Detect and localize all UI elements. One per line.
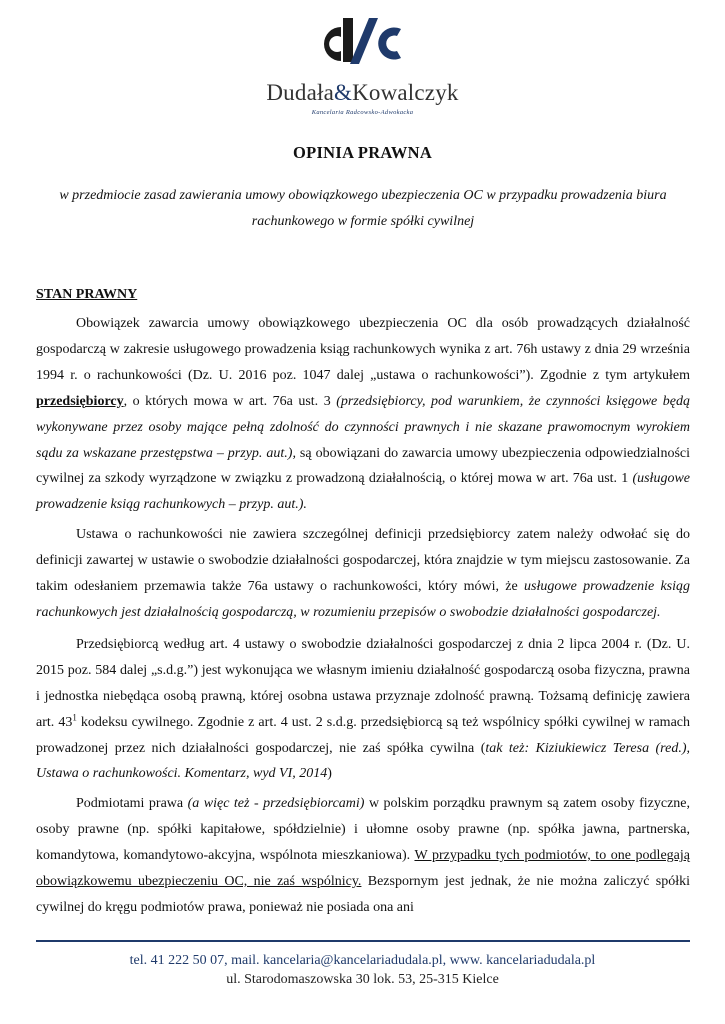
footer-contact: tel. 41 222 50 07, mail. kancelaria@kancelariadudala.pl, www. kancelariadudala.pl [129, 953, 596, 968]
footer-address: ul. Starodomaszowska 30 lok. 53, 25-315 Kielce [226, 972, 499, 987]
firm-name: Dudała&Kowalczyk [266, 80, 459, 105]
firm-subtitle: Kancelaria Radcowsko-Adwokacka [311, 109, 414, 116]
paragraph-1: Obowiązek zawarcia umowy obowiązkowego ubezpieczenia OC dla osób prowadzących działalność gospodarczą w zakresie usługowego prowadzenia ksiąg rachunkowych wynika z art. 76h ustawy z dnia 29 września 1994 r. o rachunkowości (Dz. U. 2016 poz. 1047 dalej „ustawa o rachunkowości”). Zgodnie z tym artykułem przedsiębiorcy, o których mowa w art. 76a ust. 3 (przedsiębiorcy, pod warunkiem, że czynności księgowe będą wykonywane przez osoby mające pełną zdolność do czynności prawnych i nie skazane prawomocnym wyrokiem sądu za wskazane przestępstwa – przyp. aut.), są obowiązani do zawarcia umowy ubezpieczenia odpowiedzialności cywilnej za szkody wyrządzone w związku z prowadzoną działalnością, o której mowa w art. 76a ust. 1 (usługowe prowadzenie ksiąg rachunkowych – przyp. aut.). [36, 316, 690, 513]
paragraph-3: Przedsiębiorcą według art. 4 ustawy o swobodzie działalności gospodarczej z dnia 2 lipca 2004 r. (Dz. U. 2015 poz. 584 dalej „s.d.g.”) jest wykonująca we własnym imieniu działalność gospodarczą osoba fizyczna, prawna i jednostka niebędąca osobą prawną, której osobna ustawa przyznaje zdolność prawną. Tożsamą definicję zawiera art. $43^1$ kodeksu cywilnego. Zgodnie z art. 4 ust. 2 s.d.g. przedsiębiorcą są też wspólnicy spółki cywilnej w ramach prowadzonej przez nich działalności gospodarczej, nie zaś spółka cywilna (tak też: Kiziukiewicz Teresa (red.), Ustawa o rachunkowości. Komentarz, wyd VI, 2014) [36, 636, 691, 782]
paragraph-4: Podmiotami prawa (a więc też - przedsiębiorcami) w polskim porządku prawnym są zatem osoby fizyczne, osoby prawne (np. spółki kapitałowe, spółdzielnie) i ułomne osoby prawne (np. spółka jawna, partnerska, komandytowa, komandytowo-akcyjna, wspólnota mieszkaniowa). W przypadku tych podmiotów, to one podlegają obowiązkowemu ubezpieczeniu OC, nie zaś wspólnicy. Bezspornym jest jednak, że nie można zaliczyć spółki cywilnej do kręgu podmiotów prawa, ponieważ nie posiada ona ani [36, 796, 690, 915]
footer [0, 951, 725, 989]
document-title: OPINIA PRAWNA [292, 143, 433, 162]
footer-divider [36, 940, 690, 942]
letterhead [0, 18, 725, 116]
section-heading: STAN PRAWNY [36, 287, 138, 302]
document-body [36, 311, 690, 925]
paragraph-2: Ustawa o rachunkowości nie zawiera szczególnej definicji przedsiębiorcy zatem należy odwołać się do definicji zawartej w ustawie o swobodzie działalności gospodarczej, która znajdzie w tym miejscu zastosowanie. Za takim odesłaniem przemawia także 76a ustawy o rachunkowości, który mówi, że usługowe prowadzenie ksiąg rachunkowych jest działalnością gospodarczą, w rozumieniu przepisów o swobodzie działalności gospodarczej. [36, 527, 691, 620]
dk-logo-icon [321, 18, 405, 64]
document-subtitle: w przedmiocie zasad zawierania umowy obowiązkowego ubezpieczenia OC w przypadku prowadzenia biura rachunkowego w formie spółki cywilnej [59, 188, 667, 229]
